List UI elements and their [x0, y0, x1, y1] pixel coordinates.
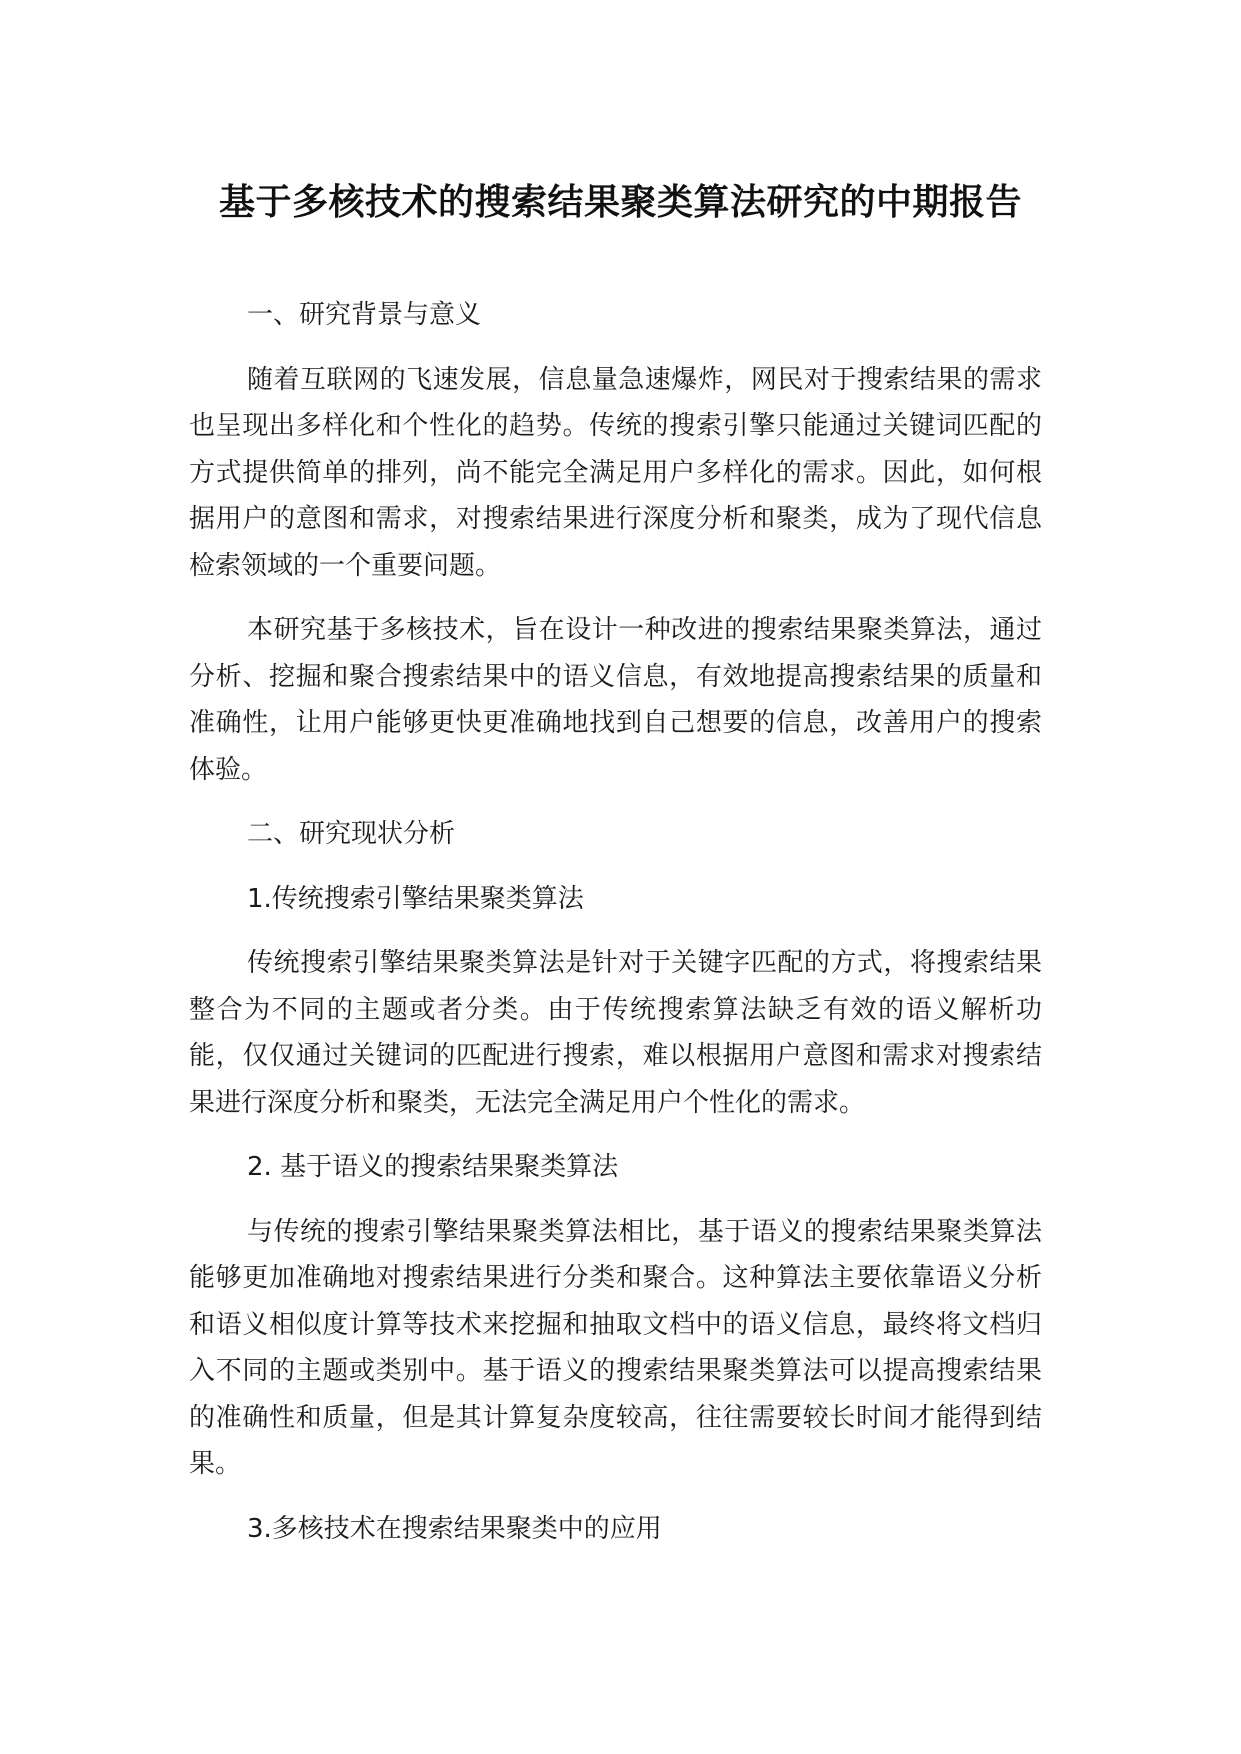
document-body — [189, 292, 1042, 1570]
paragraph-background-2: 本研究基于多核技术，旨在设计一种改进的搜索结果聚类算法，通过分析、挖掘和聚合搜索结果中的语义信息，有效地提高搜索结果的质量和准确性，让用户能够更快更准确地找到自己想要的信息，改善用户的搜索体验。 — [189, 615, 1042, 785]
subsection-heading-semantic: 2. 基于语义的搜索结果聚类算法 — [247, 1152, 619, 1182]
section-heading-background: 一、研究背景与意义 — [247, 300, 482, 330]
paragraph-background-1: 随着互联网的飞速发展，信息量急速爆炸，网民对于搜索结果的需求也呈现出多样化和个性化的趋势。传统的搜索引擎只能通过关键词匹配的方式提供简单的排列，尚不能完全满足用户多样化的需求。因此，如何根据用户的意图和需求，对搜索结果进行深度分析和聚类，成为了现代信息检索领域的一个重要问题。 — [189, 364, 1042, 581]
document-title: 基于多核技术的搜索结果聚类算法研究的中期报告 — [218, 182, 1022, 223]
paragraph-traditional: 传统搜索引擎结果聚类算法是针对于关键字匹配的方式，将搜索结果整合为不同的主题或者分类。由于传统搜索算法缺乏有效的语义解析功能，仅仅通过关键词的匹配进行搜索，难以根据用户意图和需求对搜索结果进行深度分析和聚类，无法完全满足用户个性化的需求。 — [189, 948, 1042, 1118]
paragraph-semantic: 与传统的搜索引擎结果聚类算法相比，基于语义的搜索结果聚类算法能够更加准确地对搜索结果进行分类和聚合。这种算法主要依靠语义分析和语义相似度计算等技术来挖掘和抽取文档中的语义信息，最终将文档归入不同的主题或类别中。基于语义的搜索结果聚类算法可以提高搜索结果的准确性和质量，但是其计算复杂度较高，往往需要较长时间才能得到结果。 — [189, 1216, 1042, 1479]
subsection-heading-multicore: 3.多核技术在搜索结果聚类中的应用 — [247, 1513, 662, 1544]
subsection-heading-traditional: 1.传统搜索引擎结果聚类算法 — [247, 883, 584, 914]
section-heading-status: 二、研究现状分析 — [247, 819, 456, 849]
